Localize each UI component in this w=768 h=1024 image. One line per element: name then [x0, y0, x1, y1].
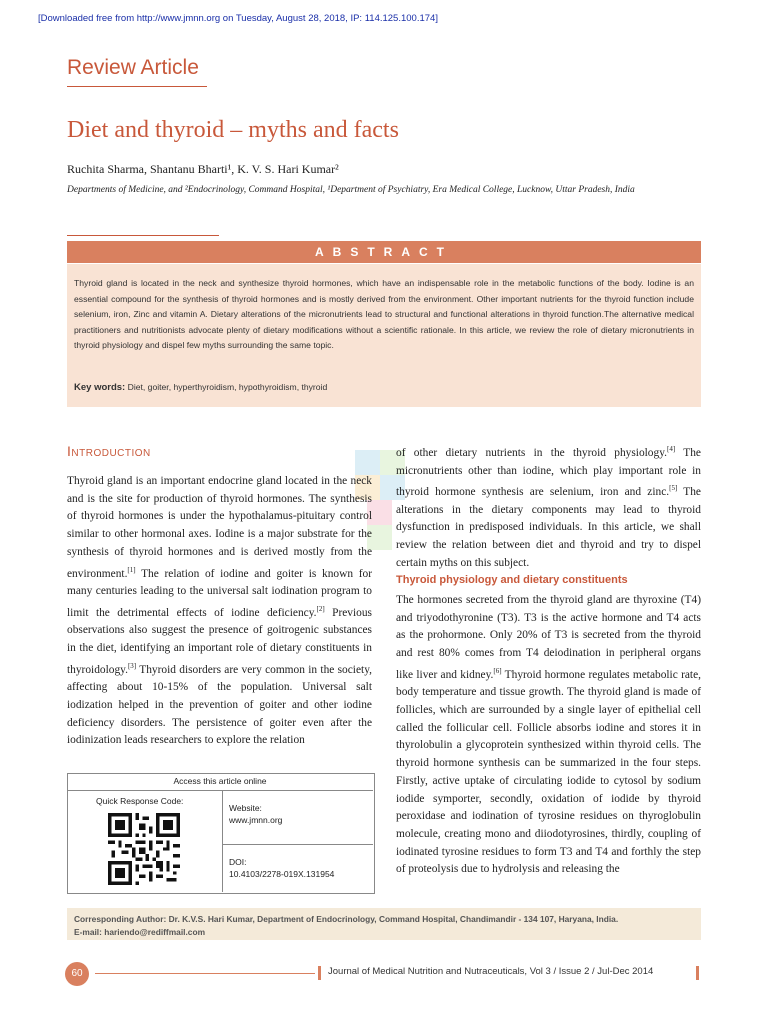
footer-rule	[95, 973, 315, 974]
corresponding-email[interactable]: E-mail: hariendo@rediffmail.com	[74, 927, 206, 937]
corresponding-author	[74, 913, 694, 939]
journal-citation: Journal of Medical Nutrition and Nutraceuticals, Vol 3 / Issue 2 / Jul-Dec 2014	[328, 966, 654, 977]
footer-bar	[696, 966, 699, 980]
access-box-title: Access this article online	[67, 773, 373, 791]
intro-text: Previous observations also suggest the presence of goitrogenic substances in the diet, identifying an important role of dietary constituents in thyroidology.	[67, 606, 372, 676]
footer-bar	[318, 966, 321, 980]
affiliation: Departments of Medicine, and ²Endocrinology, Command Hospital, ¹Department of Psychiatry, Era Medical College, Lucknow, Uttar Pradesh, India	[67, 185, 635, 195]
keywords	[74, 382, 327, 393]
intro-text: of other dietary nutrients in the thyroid physiology.	[396, 446, 667, 459]
physiology-text-part: Thyroid hormone regulates metabolic rate, body temperature and tissue growth. The thyroid gland is made of follicles, which are surrounded by a single layer of epithelial cell called the follicular cell. Follicle absorbs iodine and stores it in thyrolobulin a glycoprotein synthesized within thyroid cells. The thyroid hormone synthesis can be summarized in the four steps. Firstly, active uptake of circulating iodide to cytosol by sodium iodide symporter, secondly, oxidation of iodide by thyroid peroxidase and iodination of tyrosine residues on thyroglobulin molecule, creating mono and diiodotyrosines, thirdly, coupling of iodinated tyrosine residues to form T3 and T4 and forthly the step of proteolysis due to hydrolysis and releasing the	[396, 668, 701, 876]
doi-label: DOI:	[229, 857, 247, 867]
introduction-heading: Introduction	[67, 443, 151, 459]
section-type: Review Article	[67, 56, 199, 79]
citation: [2]	[316, 604, 325, 613]
website-label: Website:	[229, 803, 262, 813]
citation: [4]	[667, 445, 676, 453]
authors: Ruchita Sharma, Shantanu Bharti¹, K. V. S. Hari Kumar²	[67, 162, 339, 176]
section-rule	[67, 86, 207, 87]
citation: [3]	[127, 661, 137, 670]
keywords-list: Diet, goiter, hyperthyroidism, hypothyroidism, thyroid	[127, 382, 328, 392]
intro-text: The micronutrients other than iodine, which play important role in thyroid hormone synthesis are selenium, iron and zinc.	[396, 446, 701, 498]
intro-text: The relation of iodine and goiter is known for many centuries leading to the universal salt iodination program to limit the detrimental effects of iodine deficiency.	[67, 567, 372, 619]
introduction-column-left	[67, 473, 372, 750]
intro-text: The alterations in the dietary components may lead to thyroid dysfunction in predisposed individuals. In this article, we shall review the relation between diet and thyroid and try to dispel certain myths on this subject.	[396, 486, 701, 569]
page-number: 60	[65, 962, 89, 986]
intro-text: Thyroid gland is an important endocrine gland located in the neck and is the site for production of thyroid hormones. The synthesis of thyroid hormones is under the hypothalamus-pituitary control similar to other hormonal axes. Iodine is a major substrate for the synthesis of thyroid hormones and is derived mostly from the environment.	[67, 475, 372, 580]
introduction-column-right	[396, 441, 701, 573]
access-box-divider	[222, 790, 223, 892]
access-box-rule	[223, 844, 373, 845]
abstract-text: Thyroid gland is located in the neck and synthesize thyroid hormones, which have an indispensable role in the metabolic functions of the body. Iodine is an essential compound for the synthesis of thyroid hormones and is mostly derived from the environment. Other important nutrients for the thyroid function include selenium, iron, Zinc and vitamin A. Dietary alterations of the micronutrients lead to structural and functional alterations in thyroid function.The alternative medical practitioners and nutritionists advocate plenty of dietary modifications without a scientific rationale. In this article, we review the role of dietary micronutrients in thyroid physiology and dispel few myths surrounding the same topic.	[74, 278, 694, 350]
qr-label: Quick Response Code:	[96, 796, 184, 806]
citation: [1]	[127, 565, 136, 574]
citation: [6]	[493, 666, 502, 675]
abstract-header: ABSTRACT	[67, 241, 701, 263]
website-link[interactable]: www.jmnn.org	[229, 815, 283, 825]
physiology-heading: Thyroid physiology and dietary constituents	[396, 574, 628, 586]
qr-code-icon[interactable]	[108, 813, 180, 885]
corresponding-author-line: Corresponding Author: Dr. K.V.S. Hari Kumar, Department of Endocrinology, Command Hospital, Chandimandir - 134 107, Haryana, India.	[74, 914, 619, 924]
doi-link[interactable]: 10.4103/2278-019X.131954	[229, 869, 335, 879]
keywords-label: Key words:	[74, 382, 126, 393]
download-note: [Downloaded free from http://www.jmnn.org on Tuesday, August 28, 2018, IP: 114.125.100.174]	[38, 13, 438, 24]
physiology-text	[396, 592, 701, 879]
article-title: Diet and thyroid – myths and facts	[67, 117, 399, 143]
physiology-text-part: The hormones secreted from the thyroid gland are thyroxine (T4) and triyodothyronine (T3). T3 is the active hormone and T4 acts as the prohormone. Only 20% of T3 is secreted from the thyroid and rest 80% comes from T4 deiodination in peripheral organs like liver and kidney.	[396, 594, 701, 681]
intro-text: Thyroid disorders are very common in the society, affecting about 10-15% of the population. Universal salt iodization helped in the prevention of goiter and other iodine deficiency disorders. The persistence of goiter even after the iodinization leads researchers to explore the relation	[67, 663, 372, 747]
citation: [5]	[669, 484, 678, 493]
affiliation-rule	[67, 235, 219, 236]
